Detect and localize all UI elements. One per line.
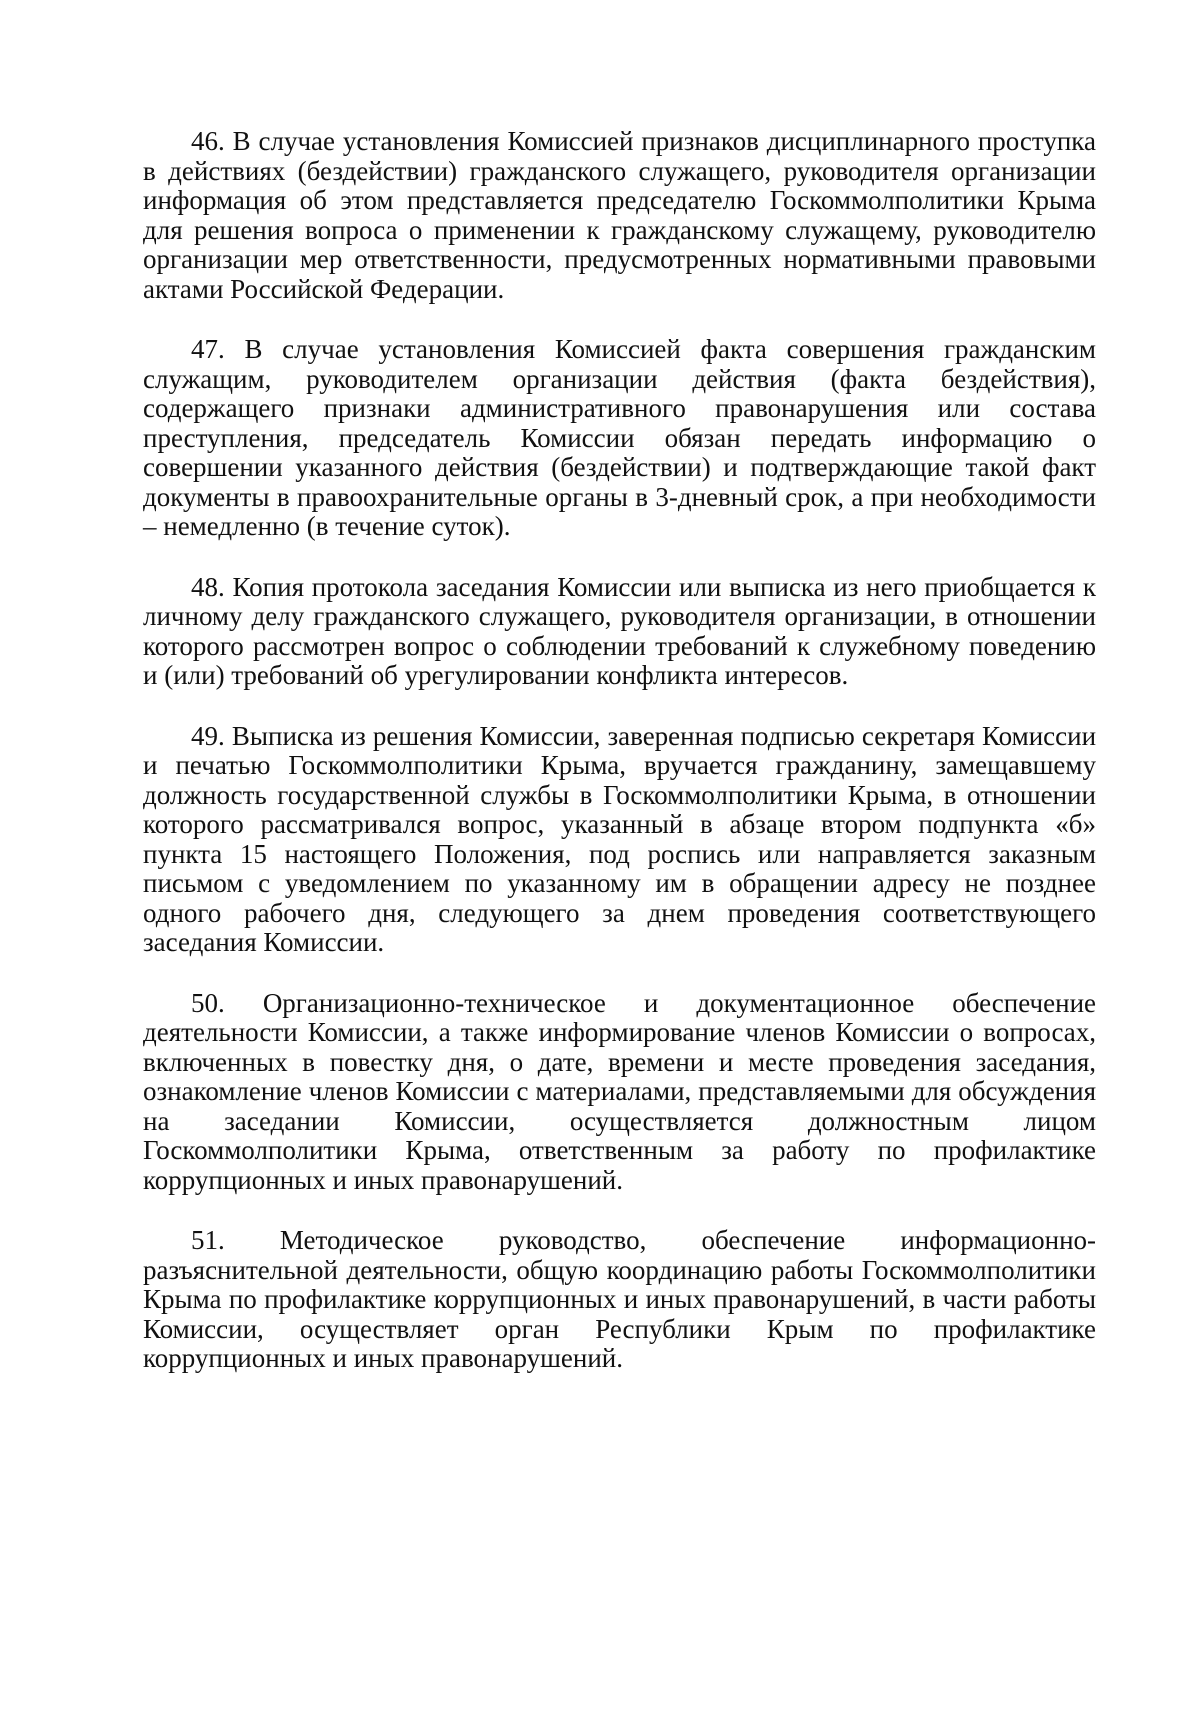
- paragraph-50: [143, 989, 1096, 1196]
- paragraph-text: В случае установления Комиссией факта совершения гражданским служащим, руководителем организации действия (факта бездействия), содержащего признаки административного правонарушения или состава преступления, председатель Комиссии обязан передать информацию о совершении указанного действия (бездействии) и подтверждающие такой факт документы в правоохранительные органы в 3-дневный срок, а при необходимости – немедленно (в течение суток).: [143, 334, 1096, 541]
- paragraph-text: Организационно-техническое и документационное обеспечение деятельности Комиссии, а также информирование членов Комиссии о вопросах, включенных в повестку дня, о дате, времени и месте проведения заседания, ознакомление членов Комиссии с материалами, представляемыми для обсуждения на заседании Комиссии, осуществляется должностным лицом Госкоммолполитики Крыма, ответственным за работу по профилактике коррупционных и иных правонарушений.: [143, 987, 1096, 1195]
- document-body: [143, 127, 1096, 1374]
- paragraph-text: Методическое руководство, обеспечение информационно-разъяснительной деятельности, общую координацию работы Госкоммолполитики Крыма по профилактике коррупционных и иных правонарушений, в части работы Комиссии, осуществляет орган Республики Крым по профилактике коррупционных и иных правонарушений.: [143, 1225, 1097, 1373]
- paragraph-number: 51.: [191, 1225, 225, 1255]
- paragraph-46: [143, 127, 1096, 304]
- paragraph-text: Копия протокола заседания Комиссии или выписка из него приобщается к личному делу гражданского служащего, руководителя организации, в отношении которого рассмотрен вопрос о соблюдении требований к служебному поведению и (или) требований об урегулировании конфликта интересов.: [143, 571, 1096, 690]
- paragraph-49: [143, 722, 1096, 958]
- paragraph-number: 48.: [191, 571, 225, 602]
- paragraph-number: 47.: [191, 334, 225, 364]
- paragraph-47: [143, 335, 1096, 542]
- paragraph-number: 50.: [191, 987, 225, 1018]
- paragraph-number: 49.: [191, 720, 225, 751]
- paragraph-text: Выписка из решения Комиссии, заверенная подписью секретаря Комиссии и печатью Госкоммолполитики Крыма, вручается гражданину, замещавшему должность государственной службы в Госкоммолполитики Крыма, в отношении которого рассматривался вопрос, указанный в абзаце втором подпункта «б» пункта 15 настоящего Положения, под роспись или направляется заказным письмом с уведомлением по указанному им в обращении адресу не позднее одного рабочего дня, следующего за днем проведения соответствующего заседания Комиссии.: [143, 720, 1097, 957]
- paragraph-number: 46.: [191, 126, 225, 156]
- paragraph-51: [143, 1226, 1096, 1374]
- paragraph-text: В случае установления Комиссией признаков дисциплинарного проступка в действиях (бездействии) гражданского служащего, руководителя организации информация об этом представляется председателю Госкоммолполитики Крыма для решения вопроса о применении к гражданскому служащему, руководителю организации мер ответственности, предусмотренных нормативными правовыми актами Российской Федерации.: [143, 126, 1097, 304]
- paragraph-48: [143, 573, 1096, 691]
